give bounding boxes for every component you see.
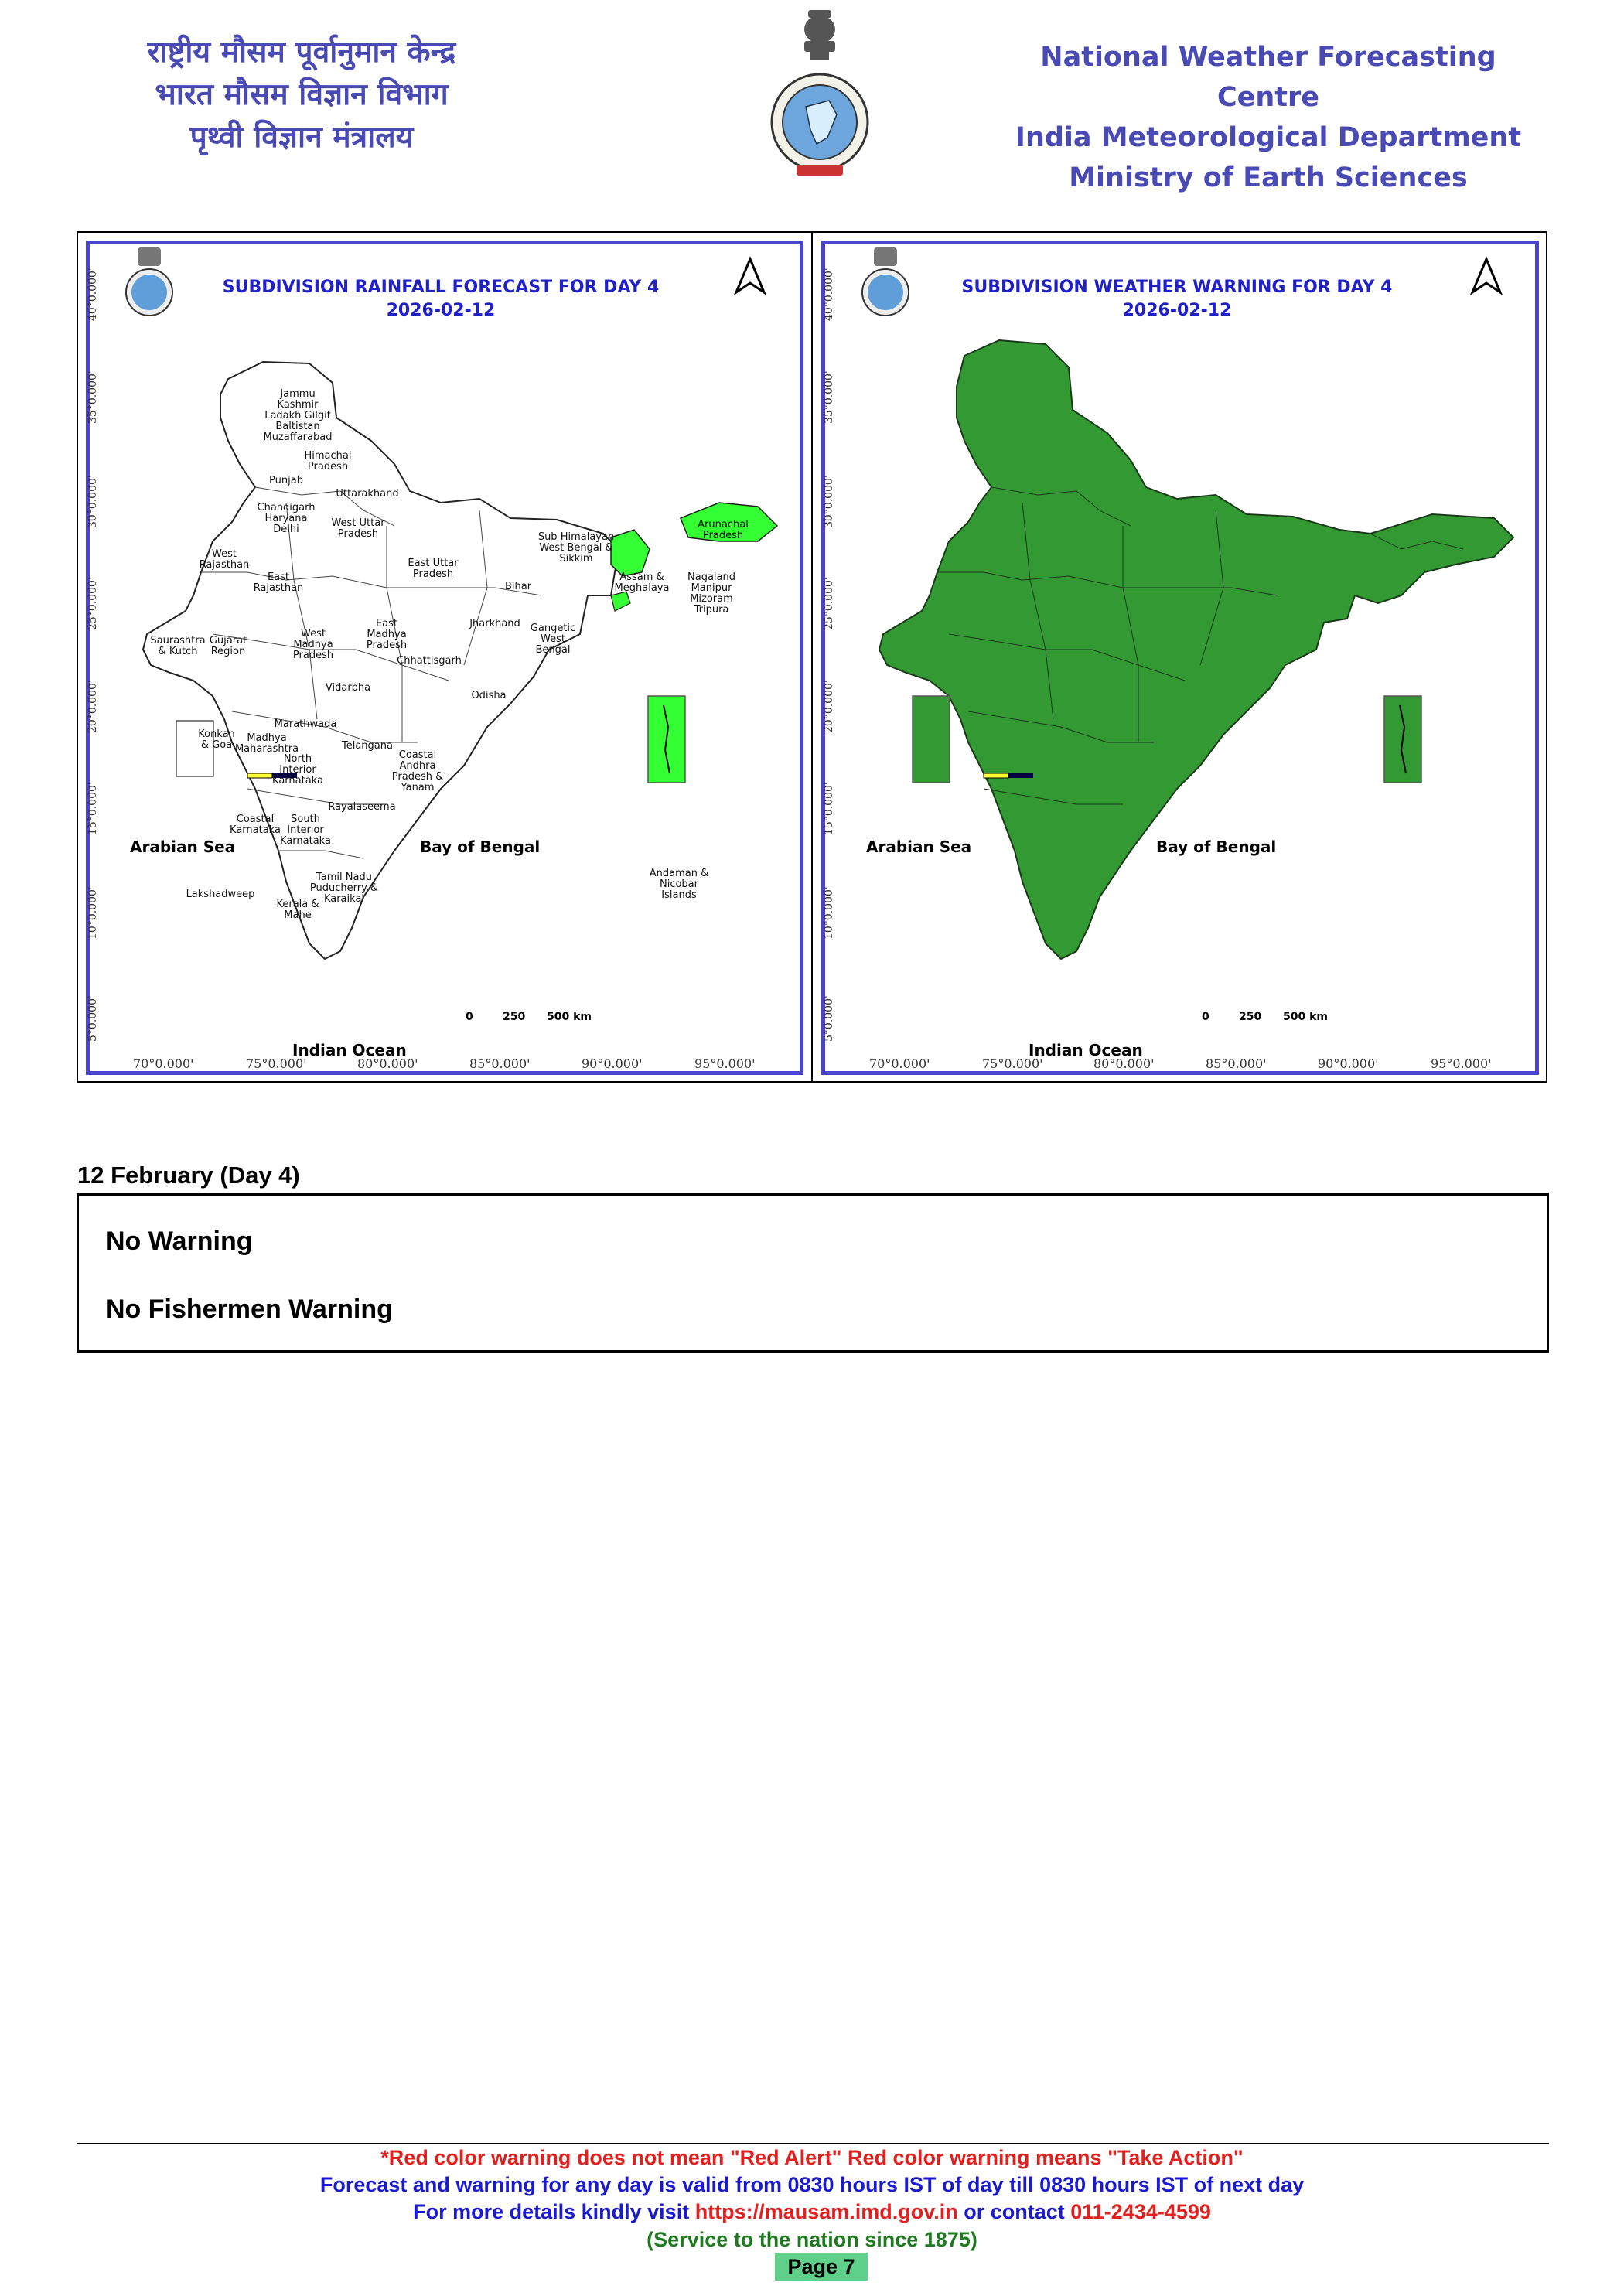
subdivision-label: Jammu Kashmir Ladakh Gilgit Baltistan Muzaffarabad [263,388,333,443]
lat-label: 10°0.000' [823,886,835,940]
subdivision-label: North Interior Karnataka [272,753,323,786]
subdivision-label: Himachal Pradesh [304,450,352,473]
arabian-sea-label: Arabian Sea [130,838,236,856]
hindi-line-1: राष्ट्रीय मौसम पूर्वानुमान केन्द्र [147,35,456,70]
subdivision-label: Bihar [504,581,532,592]
subdivision-label: Gangetic West Bengal [530,623,576,656]
footer-validity-note: Forecast and warning for any day is valid from 0830 hours IST of day till 0830 hours IST of next day [319,2173,1305,2196]
lon-label: 85°0.000' [1206,1056,1267,1071]
subdivision-label: Vidarbha [325,682,371,694]
lat-label: 10°0.000' [87,886,99,940]
indian-ocean-label: Indian Ocean [292,1041,407,1059]
subdivision-label: Konkan & Goa [198,728,235,751]
scale-label-250: 250 [503,1011,526,1023]
scale-label-0: 0 [466,1011,473,1023]
subdivision-label: South Interior Karnataka [280,814,331,847]
footer-service-note: (Service to the nation since 1875) [647,2228,977,2251]
subdivision-label: Saurashtra & Kutch [150,635,206,657]
lon-label: 80°0.000' [357,1056,418,1071]
warning-map-title: SUBDIVISION WEATHER WARNING FOR DAY 4 [961,278,1393,297]
subdivision-label: Odisha [471,690,507,701]
english-line-3: Ministry of Earth Sciences [1069,162,1468,193]
lat-label: 25°0.000' [823,577,835,630]
north-arrow-icon [1472,259,1500,292]
india-no-warning-fill [879,340,1513,959]
footer-contact-mid: or contact [957,2200,1071,2223]
lat-label: 35°0.000' [823,370,835,424]
lon-label: 85°0.000' [469,1056,531,1071]
lat-label: 30°0.000' [823,475,835,528]
footer-contact-prefix: For more details kindly visit [413,2200,695,2223]
subdivision-label: Chhattisgarh [397,655,462,667]
imd-emblem-logo [126,247,172,316]
subdivision-label: Chandigarh Haryana Delhi [257,502,316,535]
lat-label: 30°0.000' [87,475,99,528]
subdivision-label: Marathwada [274,718,337,730]
lon-label: 75°0.000' [982,1056,1043,1071]
lon-label: 95°0.000' [1431,1056,1492,1071]
warning-map-date: 2026-02-12 [1122,301,1232,320]
subdivision-label: West Rajasthan [199,548,250,571]
subdivision-label: West Madhya Pradesh [292,628,334,661]
english-line-1: National Weather Forecasting Centre [1040,42,1496,113]
lat-label: 15°0.000' [87,782,99,835]
lat-label: 35°0.000' [87,370,99,424]
lon-label: 95°0.000' [694,1056,756,1071]
subdivision-label: Kerala & Mahe [276,899,319,921]
subdivision-label: East Rajasthan [253,571,304,594]
subdivision-label: West Uttar Pradesh [331,517,385,540]
lon-label: 90°0.000' [582,1056,643,1071]
imd-emblem-logo [862,247,909,316]
hindi-header [85,31,518,159]
website-link[interactable]: https://mausam.imd.gov.in [694,2200,958,2223]
subdivision-label: Madhya Maharashtra [234,732,299,755]
subdivision-label: Uttarakhand [336,488,399,500]
footer-divider [77,2143,1549,2144]
lon-label: 70°0.000' [869,1056,930,1071]
subdivision-label: East Madhya Pradesh [366,618,408,651]
lat-label: 15°0.000' [823,782,835,835]
contact-phone: 011-2434-4599 [1070,2200,1211,2223]
lon-label: 80°0.000' [1093,1056,1155,1071]
lakshadweep-inset [913,696,950,783]
lon-label: 70°0.000' [133,1056,194,1071]
subdivision-label: East Uttar Pradesh [408,558,459,580]
hindi-line-3: पृथ्वी विज्ञान मंत्रालय [189,120,414,155]
subdivision-label: Tamil Nadu Puducherry & Karaikal [309,872,379,905]
bay-of-bengal-label: Bay of Bengal [420,838,541,856]
subdivision-label: Assam & Meghalaya [614,571,670,594]
indian-ocean-label: Indian Ocean [1029,1041,1143,1059]
fishermen-warning-text: No Fishermen Warning [106,1295,393,1324]
warning-text: No Warning [106,1226,253,1256]
subdivision-label: Lakshadweep [186,889,255,900]
lat-label: 40°0.000' [823,268,835,321]
subdivision-label: Coastal Karnataka [230,814,281,836]
rainfall-map-title: SUBDIVISION RAINFALL FORECAST FOR DAY 4 [222,278,660,297]
india-outline [143,362,619,959]
lat-label: 5°0.000' [87,995,99,1042]
subdivision-label: Nagaland Manipur Mizoram Tripura [687,571,735,616]
subdivision-label: Jharkhand [469,618,520,629]
subdivision-label: Rayalaseema [328,801,396,813]
subdivision-label: Coastal Andhra Pradesh & Yanam [391,749,444,793]
lon-label: 90°0.000' [1318,1056,1379,1071]
warning-map-drawing [814,232,1548,1083]
bay-of-bengal-label: Bay of Bengal [1156,838,1277,856]
imd-emblem-logo [766,6,874,184]
lat-label: 5°0.000' [823,995,835,1042]
subdivision-label: Telangana [342,740,393,752]
day-heading: 12 February (Day 4) [77,1162,300,1189]
subdivision-label: Arunachal Pradesh [698,519,749,541]
scale-label-250: 250 [1239,1011,1262,1023]
lon-label: 75°0.000' [246,1056,307,1071]
warning-box [77,1193,1549,1353]
lat-label: 20°0.000' [87,680,99,733]
english-line-2: India Meteorological Department [1015,122,1522,153]
subdivision-label: Andaman & Nicobar Islands [649,868,709,901]
subdivision-label: Punjab [269,475,303,486]
hindi-line-2: भारत मौसम विज्ञान विभाग [155,77,449,112]
scale-label-500: 500 km [1283,1011,1328,1023]
arabian-sea-label: Arabian Sea [866,838,972,856]
footer-red-alert-note: *Red color warning does not mean "Red Alert" Red color warning means "Take Action" [380,2146,1244,2169]
subdivision-label: Gujarat Region [209,635,247,657]
scale-label-0: 0 [1202,1011,1209,1023]
north-arrow-icon [736,259,764,292]
subdivision-label: Sub Himalayan West Bengal & Sikkim [537,531,615,565]
lat-label: 20°0.000' [823,680,835,733]
scale-label-500: 500 km [547,1011,592,1023]
lat-label: 40°0.000' [87,268,99,321]
page-number-badge: Page 7 [775,2253,868,2281]
lat-label: 25°0.000' [87,577,99,630]
footer-contact-line [0,2200,1624,2224]
english-header [998,37,1539,198]
rainfall-map-date: 2026-02-12 [386,301,496,320]
